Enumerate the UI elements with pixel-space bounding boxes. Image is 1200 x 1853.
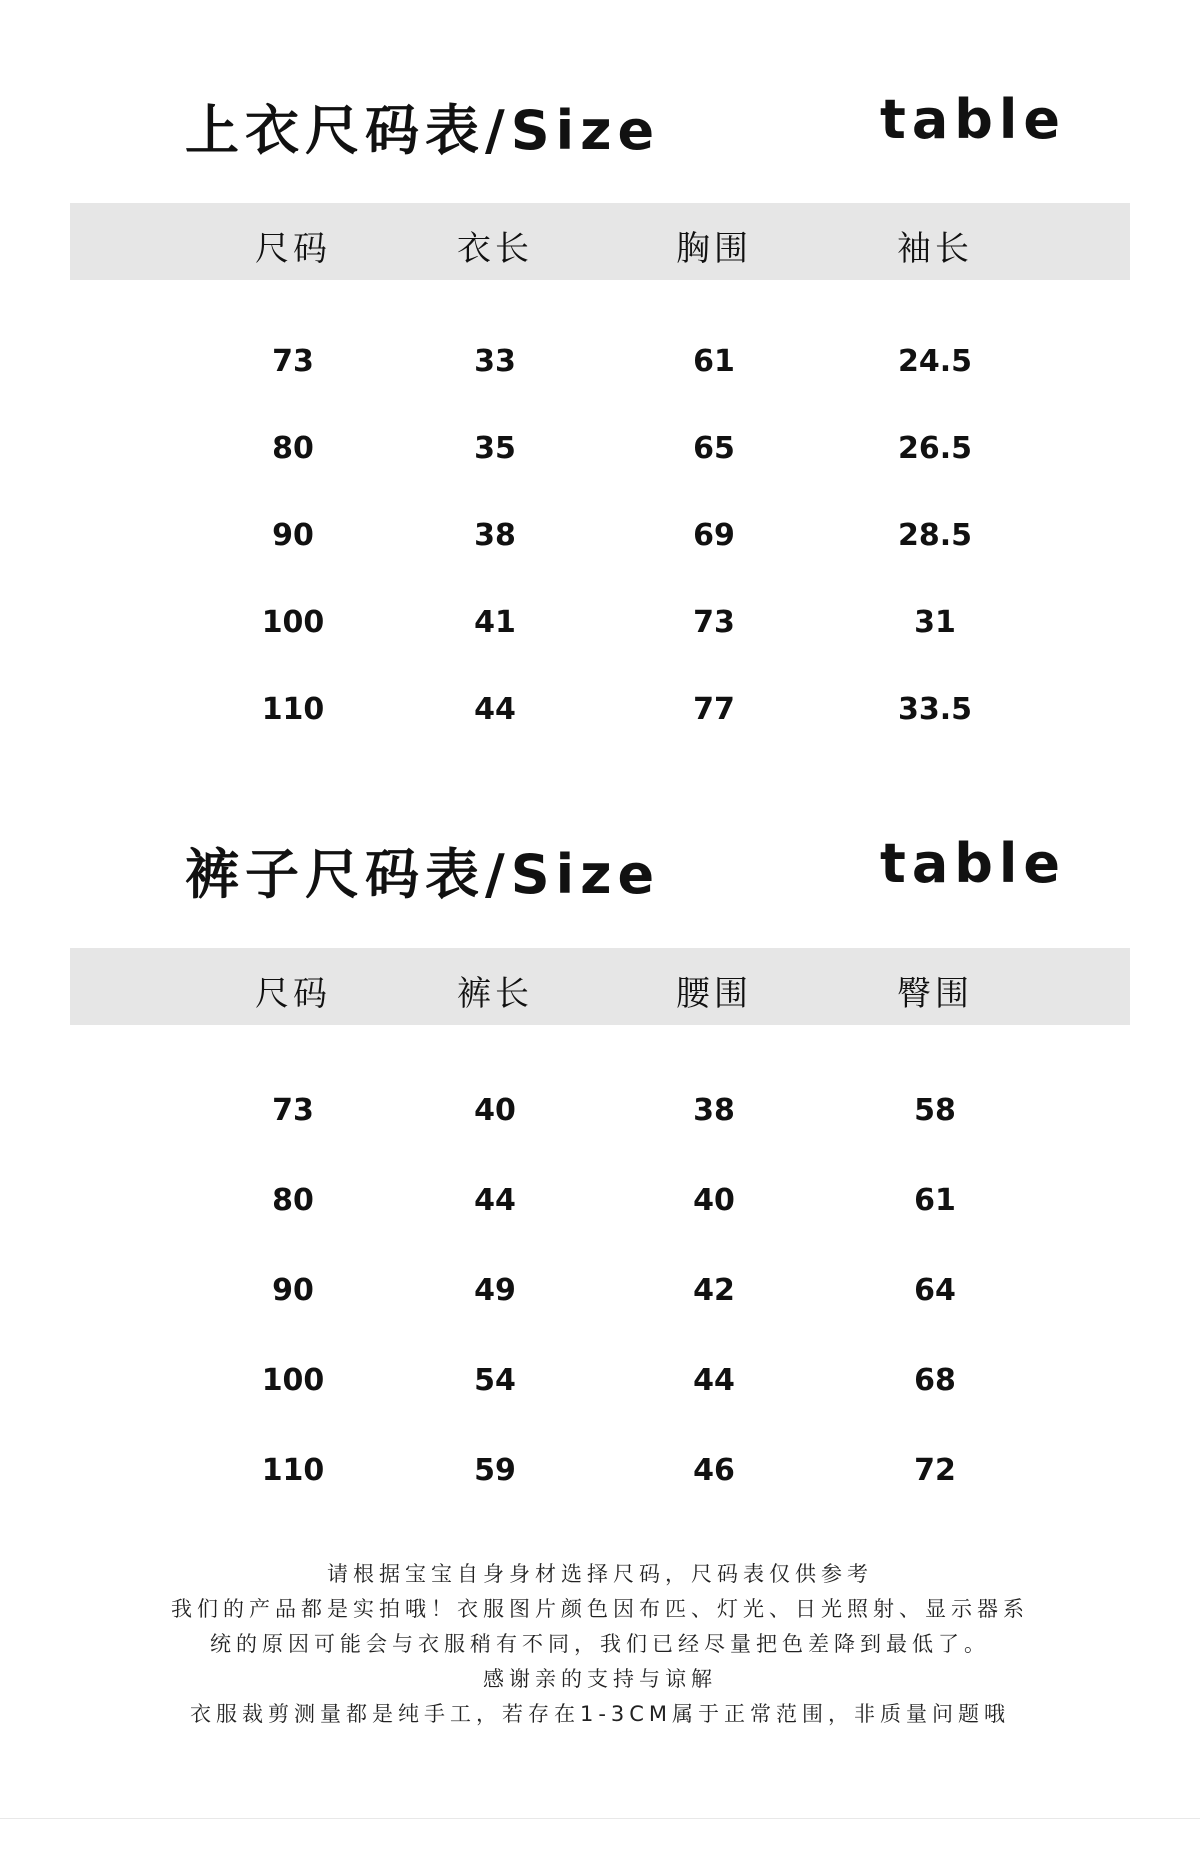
top-table-row-4-c2: 41 <box>474 605 516 640</box>
bottom-table-row-3-size: 90 <box>272 1273 314 1308</box>
top-table-row-4-c3: 73 <box>693 605 735 640</box>
top-table-row-1-c3: 61 <box>693 344 735 379</box>
note-line-3: 统的原因可能会与衣服稍有不同，我们已经尽量把色差降到最低了。 <box>210 1632 990 1656</box>
top-table-row-3-size: 90 <box>272 518 314 553</box>
top-table-title <box>0 88 1200 168</box>
bottom-table-row-1-c3: 38 <box>693 1093 735 1128</box>
top-table-row-5-c2: 44 <box>474 692 516 727</box>
bottom-table-row-5-c3: 46 <box>693 1453 735 1488</box>
top-table-row-5-c3: 77 <box>693 692 735 727</box>
bottom-table-row-5-size: 110 <box>261 1453 325 1488</box>
bottom-header-size: 尺码 <box>255 974 331 1014</box>
bottom-header-length: 裤长 <box>457 974 533 1014</box>
bottom-table-row-4-c4: 68 <box>914 1363 956 1398</box>
top-table-row-1-c2: 33 <box>474 344 516 379</box>
bottom-header-waist: 腰围 <box>676 974 752 1014</box>
bottom-table-title-cn: 裤子尺码表/Size <box>185 843 661 906</box>
bottom-table-header <box>70 948 1130 1025</box>
top-header-length: 衣长 <box>457 229 533 269</box>
top-table-row-4-c4: 31 <box>914 605 956 640</box>
note-line-4: 感谢亲的支持与谅解 <box>483 1667 717 1691</box>
top-table-header <box>70 203 1130 280</box>
top-table-row-5-size: 110 <box>261 692 325 727</box>
top-header-sleeve: 袖长 <box>897 229 973 269</box>
top-header-chest: 胸围 <box>676 229 752 269</box>
bottom-table-row-1-size: 73 <box>272 1093 314 1128</box>
top-table-row-1-size: 73 <box>272 344 314 379</box>
top-table-row-2-c4: 26.5 <box>897 431 973 466</box>
top-table-row-4-size: 100 <box>261 605 325 640</box>
bottom-table-row-2-c3: 40 <box>693 1183 735 1218</box>
note-line-5: 衣服裁剪测量都是纯手工，若存在1-3CM属于正常范围，非质量问题哦 <box>189 1702 1011 1726</box>
bottom-table-row-4-size: 100 <box>261 1363 325 1398</box>
top-table-row-2-size: 80 <box>272 431 314 466</box>
top-table-title-cn: 上衣尺码表/Size <box>185 99 661 162</box>
bottom-table-row-2-c2: 44 <box>474 1183 516 1218</box>
top-header-size: 尺码 <box>255 229 331 269</box>
top-table-row-2-c2: 35 <box>474 431 516 466</box>
bottom-table-title-en: table <box>880 832 1067 895</box>
bottom-table-row-1-c4: 58 <box>914 1093 956 1128</box>
bottom-table-row-4-c2: 54 <box>474 1363 516 1398</box>
top-table-row-3-c4: 28.5 <box>897 518 973 553</box>
footer-divider <box>0 1818 1200 1819</box>
bottom-table-row-3-c3: 42 <box>693 1273 735 1308</box>
note-line-2: 我们的产品都是实拍哦！衣服图片颜色因布匹、灯光、日光照射、显示器系 <box>171 1597 1029 1621</box>
bottom-table-row-5-c2: 59 <box>474 1453 516 1488</box>
bottom-header-hip: 臀围 <box>897 974 973 1014</box>
bottom-table-row-3-c2: 49 <box>474 1273 516 1308</box>
top-table-row-2-c3: 65 <box>693 431 735 466</box>
top-table-row-3-c3: 69 <box>693 518 735 553</box>
top-table-row-5-c4: 33.5 <box>897 692 973 727</box>
bottom-table-row-2-size: 80 <box>272 1183 314 1218</box>
bottom-table-row-2-c4: 61 <box>914 1183 956 1218</box>
bottom-table-row-3-c4: 64 <box>914 1273 956 1308</box>
top-table-row-3-c2: 38 <box>474 518 516 553</box>
top-table-row-1-c4: 24.5 <box>897 344 973 379</box>
note-line-1: 请根据宝宝自身身材选择尺码，尺码表仅供参考 <box>327 1562 873 1586</box>
bottom-table-row-4-c3: 44 <box>693 1363 735 1398</box>
bottom-table-row-5-c4: 72 <box>914 1453 956 1488</box>
bottom-table-row-1-c2: 40 <box>474 1093 516 1128</box>
top-table-title-en: table <box>880 88 1067 151</box>
bottom-table-title <box>0 832 1200 912</box>
